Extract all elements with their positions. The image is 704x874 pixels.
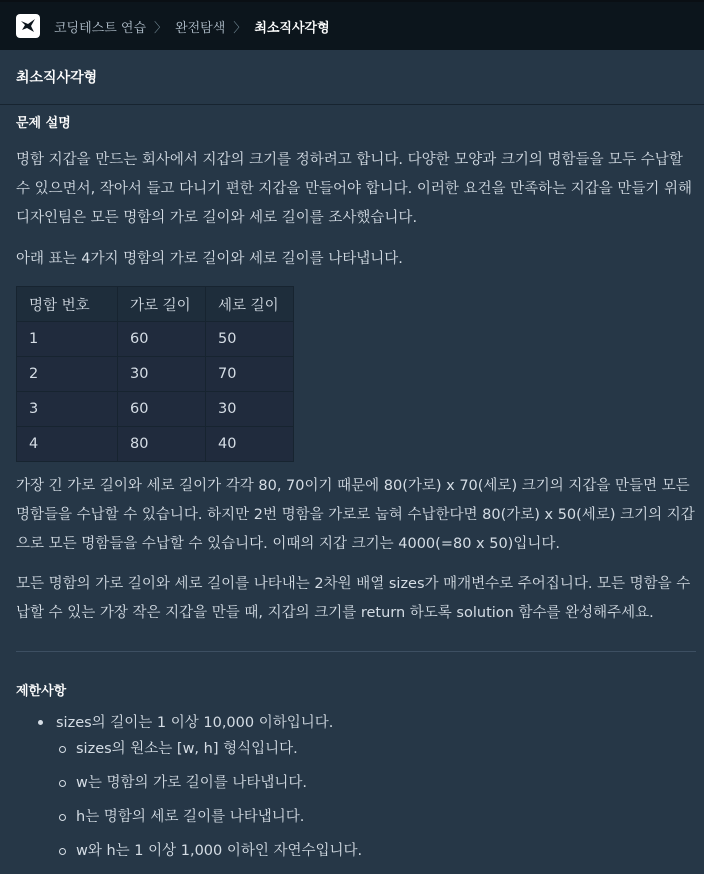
table-cell: 80	[118, 427, 206, 462]
table-cell: 40	[206, 427, 294, 462]
table-header-cell: 가로 길이	[118, 287, 206, 322]
problem-paragraph: 명함 지갑을 만드는 회사에서 지갑의 크기를 정하려고 합니다. 다양한 모양과 크기의 명함들을 모두 수납할 수 있으면서, 작아서 들고 다니기 편한 지갑을 만들어야 합니다. 이러한 요건을 만족하는 지갑을 만들기 위해 디자인팀은 모든 명함의 가로 길이와 세로 길이를 조사했습니다.	[16, 152, 693, 226]
sub-constraints-list	[36, 738, 362, 862]
table-row	[17, 392, 294, 427]
table-header-cell: 세로 길이	[206, 287, 294, 322]
table-row	[17, 427, 294, 462]
table-cell: 4	[17, 427, 118, 462]
table-cell: 70	[206, 357, 294, 392]
programmers-logo-icon[interactable]	[16, 14, 40, 38]
breadcrumb-separator-icon: 〉	[233, 20, 247, 36]
table-cell: 60	[118, 392, 206, 427]
problem-paragraph: 아래 표는 4가지 명함의 가로 길이와 세로 길이를 나타냅니다.	[16, 251, 403, 267]
list-item: w와 h는 1 이상 1,000 이하인 자연수입니다.	[36, 840, 362, 862]
table-cell: 1	[17, 322, 118, 357]
table-cell: 2	[17, 357, 118, 392]
table-header-cell: 명함 번호	[17, 287, 118, 322]
constraints-heading: 제한사항	[16, 684, 67, 699]
table-cell: 3	[17, 392, 118, 427]
sub-constraints	[36, 738, 362, 862]
page-title: 최소직사각형	[0, 50, 704, 105]
breadcrumb-current: 최소직사각형	[254, 20, 330, 36]
section-divider	[16, 651, 696, 652]
table-row	[17, 357, 294, 392]
table-cell: 60	[118, 322, 206, 357]
list-item: h는 명함의 세로 길이를 나타냅니다.	[36, 806, 362, 828]
list-item: w는 명함의 가로 길이를 나타냅니다.	[36, 772, 362, 794]
table-cell: 50	[206, 322, 294, 357]
breadcrumb-separator-icon: 〉	[154, 20, 168, 36]
list-item	[36, 710, 362, 736]
top-navigation-bar	[0, 0, 704, 50]
table-header-row	[17, 287, 294, 322]
breadcrumb-item-coding-test[interactable]: 코딩테스트 연습	[54, 20, 147, 36]
constraints-list	[36, 710, 362, 874]
constraint-text: sizes의 길이는 1 이상 10,000 이하입니다.	[56, 715, 334, 731]
table-cell: 30	[118, 357, 206, 392]
breadcrumb-item-brute-force[interactable]: 완전탐색	[175, 20, 226, 36]
problem-paragraph: 모든 명함의 가로 길이와 세로 길이를 나타내는 2차원 배열 sizes가 매개변수로 주어집니다. 모든 명함을 수납할 수 있는 가장 작은 지갑을 만들 때, 지갑의 크기를 return 하도록 solution 함수를 완성해주세요.	[16, 576, 691, 621]
problem-description-heading: 문제 설명	[16, 116, 71, 131]
list-item: sizes의 원소는 [w, h] 형식입니다.	[36, 738, 362, 760]
problem-paragraph: 가장 긴 가로 길이와 세로 길이가 각각 80, 70이기 때문에 80(가로) x 70(세로) 크기의 지갑을 만들면 모든 명함들을 수납할 수 있습니다. 하지만 2번 명함을 가로로 눕혀 수납한다면 80(가로) x 50(세로) 크기의 지갑으로 모든 명함들을 수납할 수 있습니다. 이때의 지갑 크기는 4000(=80 x 50)입니다.	[16, 478, 695, 552]
card-size-table	[16, 286, 294, 462]
table-row	[17, 322, 294, 357]
table-cell: 30	[206, 392, 294, 427]
